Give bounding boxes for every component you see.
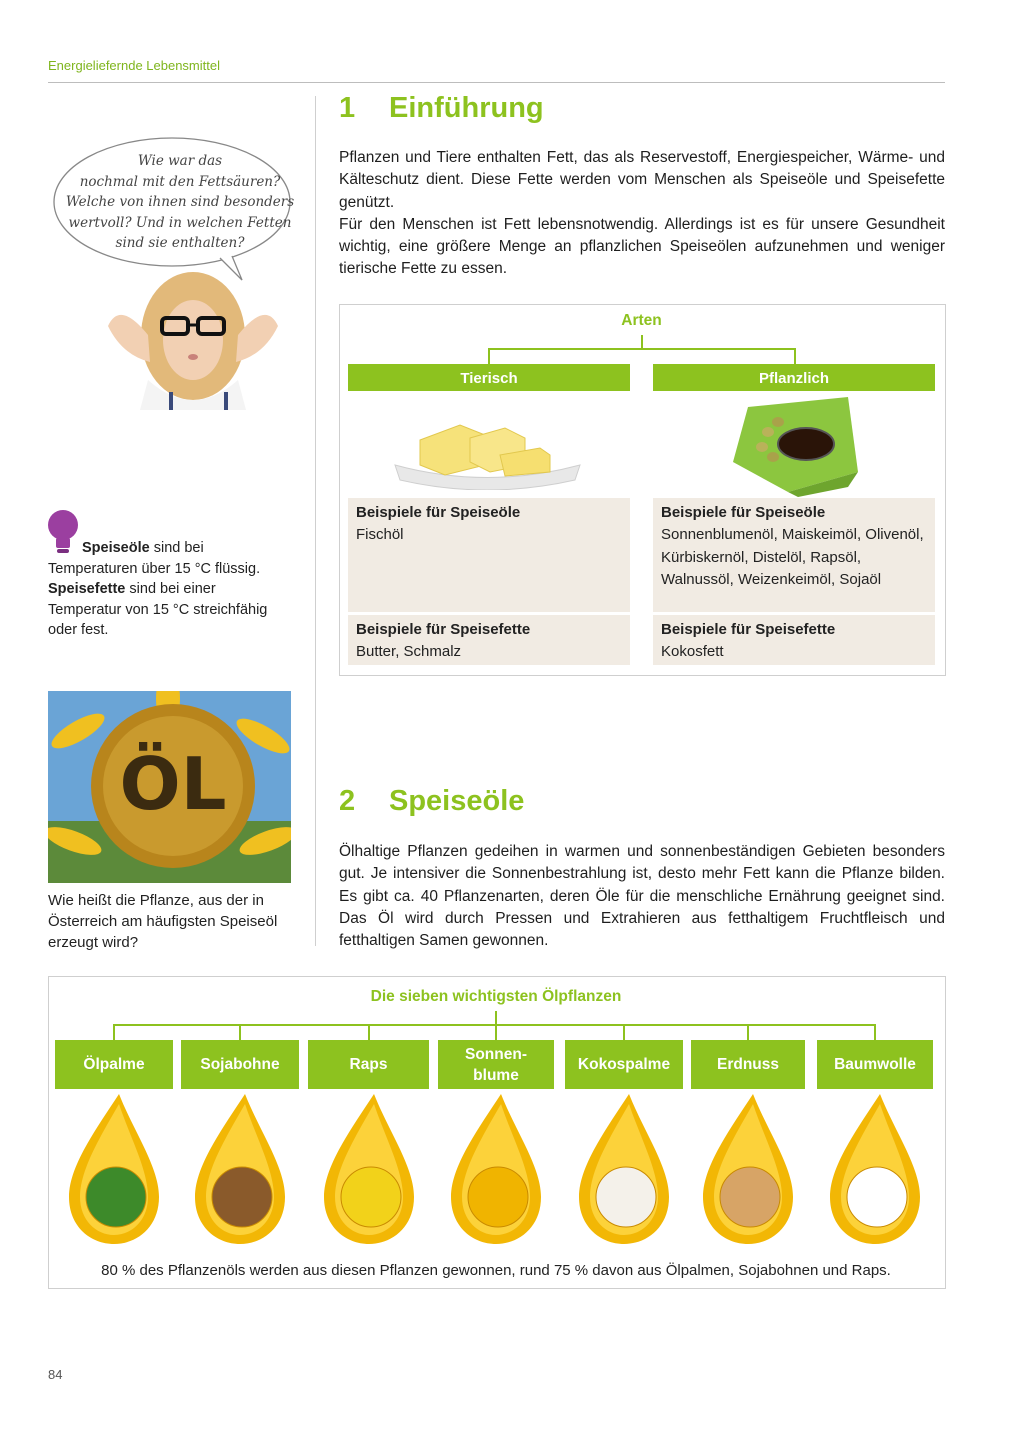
cell-heading: Beispiele für Speisefette [356, 621, 531, 638]
tip-text-oils: sind bei Temperaturen über 15 °C flüssig. [48, 540, 261, 577]
plant-label-box: Ölpalme [55, 1040, 173, 1089]
cell-value: Fischöl [356, 526, 404, 544]
section-1-heading [339, 92, 544, 125]
tree-connector [239, 1024, 241, 1040]
cotton-icon [825, 1092, 925, 1248]
speech-bubble-line: Wie war das [137, 153, 223, 169]
tree-connector [794, 348, 796, 364]
category-tierisch: Tierisch [348, 364, 630, 391]
section-2-heading [339, 785, 524, 818]
pflanzlich-fats-cell [653, 615, 935, 665]
tree-connector [488, 348, 796, 350]
speech-bubble-line: wertvoll? Und in welchen Fetten [68, 214, 292, 231]
tierisch-fats-cell [348, 615, 630, 665]
tip-text [48, 538, 288, 641]
speech-bubble-line: sind sie enthalten? [115, 235, 245, 251]
plant-label-box: Erdnuss [691, 1040, 805, 1089]
plant-label-box: Kokospalme [565, 1040, 683, 1089]
sunflower-photo [48, 691, 291, 883]
cell-value: Kokosfett [661, 643, 724, 661]
section-1-body [339, 147, 945, 281]
sunflower-icon [446, 1092, 546, 1248]
tip-term-oils: Speiseöle [82, 540, 150, 556]
sunflower-seed-text: ÖL [119, 742, 227, 826]
section-2-paragraph: Ölhaltige Pflanzen gedeihen in warmen und sonnenbeständigen Gebieten besonders gut. Je intensiver die Sonnenbestrahlung ist, desto mehr Fett kann die Pflanze bilden. Es gibt ca. 40 Pflanzenarten, deren Öle für die menschliche Ernährung geeignet sind. Das Öl wird durch Pressen und Extrahieren aus fetthaltigem Fruchtfleisch und fetthaltigen Samen gewonnen. [339, 843, 945, 950]
header-divider [48, 82, 945, 83]
rapeseed-flower-icon [319, 1092, 419, 1248]
section-2-number: 2 [339, 785, 356, 817]
vegetable-oil-image [728, 392, 863, 497]
speech-bubble-line: Welche von ihnen sind besonders [65, 194, 295, 210]
tree-connector [747, 1024, 749, 1040]
tree-connector [641, 335, 643, 349]
soybean-icon [190, 1092, 290, 1248]
oil-plants-footer: 80 % des Pflanzenöls werden aus diesen Pflanzen gewonnen, rund 75 % davon aus Ölpalmen, Sojabohnen und Raps. [101, 1262, 891, 1279]
cell-value: Butter, Schmalz [356, 643, 462, 661]
page-number: 84 [48, 1367, 63, 1382]
palm-leaf-icon [64, 1092, 164, 1248]
sunflower-caption: Wie heißt die Pflanze, aus der in Österreich am häufigsten Speiseöl erzeugt wird? [48, 892, 278, 951]
tree-connector [495, 1011, 497, 1025]
speech-bubble-line: nochmal mit den Fettsäuren? [79, 173, 281, 190]
cell-heading: Beispiele für Speiseöle [356, 504, 521, 521]
tree-connector [623, 1024, 625, 1040]
tip-text-fats: sind bei einer Temperatur von 15 °C streichfähig oder fest. [48, 581, 268, 638]
column-divider [315, 96, 316, 946]
speech-bubble-text [60, 151, 300, 254]
plant-label-box: Sojabohne [181, 1040, 299, 1089]
coconut-icon [574, 1092, 674, 1248]
plant-label-box: Raps [308, 1040, 429, 1089]
tree-connector [495, 1024, 497, 1040]
arten-root-label: Arten [621, 312, 662, 329]
section-1-paragraph: Pflanzen und Tiere enthalten Fett, das als Reservestoff, Energiespeicher, Wärme- und Kälteschutz dient. Diese Fette werden vom Menschen als Speiseöle und Speisefette genützt. [339, 149, 945, 211]
tip-term-fats: Speisefette [48, 581, 126, 597]
tree-connector [874, 1024, 876, 1040]
tree-connector [113, 1024, 115, 1040]
cell-value: Sonnenblumenöl, Maiskeimöl, Olivenöl, Kürbiskernöl, Distelöl, Rapsöl, Walnussöl, Weizenkeimöl, Sojaöl [661, 526, 924, 588]
tierisch-oils-cell [348, 498, 630, 612]
cell-heading: Beispiele für Speiseöle [661, 504, 826, 521]
running-title: Energieliefernde Lebensmittel [48, 58, 220, 73]
section-1-number: 1 [339, 92, 356, 124]
butter-image [390, 410, 585, 490]
plant-label-box: Baumwolle [817, 1040, 933, 1089]
tree-connector [368, 1024, 370, 1040]
tree-connector [488, 348, 490, 364]
oil-plants-title: Die sieben wichtigsten Ölpflanzen [370, 988, 622, 1005]
section-2-title: Speiseöle [389, 785, 525, 817]
peanut-icon [698, 1092, 798, 1248]
plant-label-box: Sonnen- blume [438, 1040, 554, 1089]
section-2-body [339, 841, 945, 952]
category-pflanzlich: Pflanzlich [653, 364, 935, 391]
section-1-title: Einführung [389, 92, 544, 124]
section-1-paragraph: Für den Menschen ist Fett lebensnotwendig. Allerdings ist es für unsere Gesundheit wichtig, eine größere Menge an pflanzlichen Speiseölen aufzunehmen und weniger tierische Fette zu essen. [339, 215, 945, 278]
pflanzlich-oils-cell [653, 498, 935, 612]
cell-heading: Beispiele für Speisefette [661, 621, 836, 638]
